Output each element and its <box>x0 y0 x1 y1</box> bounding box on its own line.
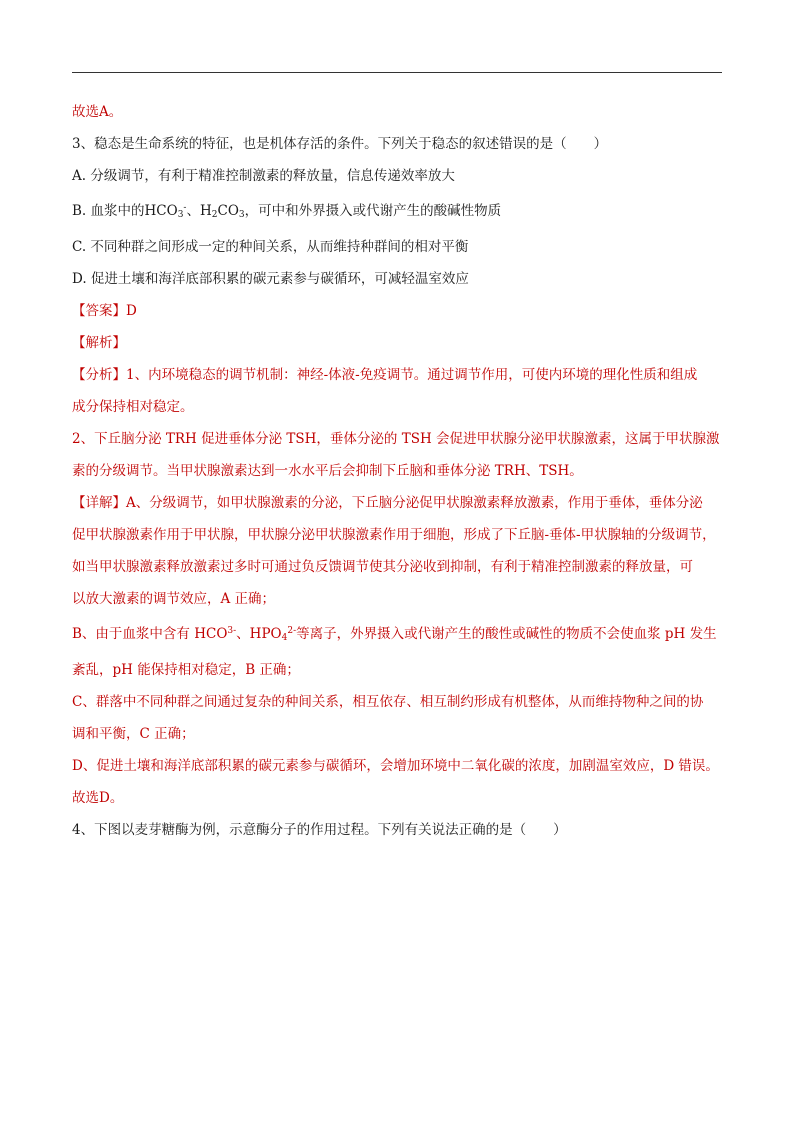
fenxi-line-4: 素的分级调节。当甲状腺激素达到一水水平后会抑制下丘脑和垂体分泌 TRH、TSH。 <box>72 463 583 479</box>
q3-option-d: D. 促进土壤和海洋底部积累的碳元素参与碳循环，可减轻温室效应 <box>72 271 469 287</box>
q3-option-b-text: CO <box>217 203 239 219</box>
xiangjie-a-line-1 <box>72 487 724 519</box>
q3-option-b-sub: 3 <box>177 210 184 220</box>
xiangjie-b-sup: 3- <box>227 626 237 636</box>
fenxi-text: 1、内环境稳态的调节机制：神经-体液-免疫调节。通过调节作用，可使内环境的理化性质和组成 <box>126 367 698 383</box>
q3-option-b-sub: 2 <box>211 210 218 220</box>
header-rule <box>72 72 722 73</box>
xiangjie-b-line-1 <box>72 615 724 654</box>
q4-stem: 4、下图以麦芽糖酶为例，示意酶分子的作用过程。下列有关说法正确的是（ ） <box>72 822 567 838</box>
fenxi-label: 【分析】 <box>72 367 126 383</box>
xiangjie-a-line-2: 促甲状腺激素作用于甲状腺，甲状腺分泌甲状腺激素作用于细胞，形成了下丘脑-垂体-甲状腺轴的分级调节， <box>72 527 716 543</box>
xiangjie-text: A、分级调节，如甲状腺激素的分泌，下丘脑分泌促甲状腺激素释放激素，作用于垂体，垂体分泌 <box>126 495 703 511</box>
xiangjie-b-line-2: 紊乱，pH 能保持相对稳定，B 正确； <box>72 662 300 678</box>
xiangjie-a-line-4: 以放大激素的调节效应，A 正确； <box>72 591 276 607</box>
fenxi-line-1 <box>72 359 724 391</box>
answer-value: D <box>126 303 137 319</box>
xiangjie-conclusion: 故选D。 <box>72 790 124 806</box>
prev-conclusion: 故选A。 <box>72 104 123 120</box>
q3-option-b-sub: 3 <box>238 210 245 220</box>
xiangjie-b-text: 等离子，外界摄入或代谢产生的酸性或碱性的物质不会使血浆 pH 发生 <box>296 626 717 642</box>
q3-option-b-text: B. 血浆中的HCO <box>72 203 178 219</box>
fenxi-line-2: 成分保持相对稳定。 <box>72 399 194 415</box>
q3-option-b-text: ，可中和外界摄入或代谢产生的酸碱性物质 <box>244 203 502 219</box>
q3-option-b-sup: - <box>183 203 187 213</box>
answer-label: 【答案】 <box>72 303 126 319</box>
xiangjie-b-text: B、由于血浆中含有 HCO <box>72 626 228 642</box>
fenxi-line-3: 2、下丘脑分泌 TRH 促进垂体分泌 TSH，垂体分泌的 TSH 会促进甲状腺分泌甲状腺激素，这属于甲状腺激 <box>72 431 720 447</box>
q3-analysis-label: 【解析】 <box>72 335 126 351</box>
q3-option-b <box>72 192 724 231</box>
xiangjie-c-line-1: C、群落中不同种群之间通过复杂的种间关系，相互依存、相互制约形成有机整体，从而维持物种之间的协 <box>72 694 704 710</box>
xiangjie-c-line-2: 调和平衡，C 正确； <box>72 726 195 742</box>
q3-option-a: A. 分级调节，有利于精准控制激素的释放量，信息传递效率放大 <box>72 168 455 184</box>
q3-answer <box>72 295 724 327</box>
q3-option-b-text: 、H <box>186 203 212 219</box>
xiangjie-b-text: 、HPO <box>236 626 282 642</box>
q3-stem: 3、稳态是生命系统的特征，也是机体存活的条件。下列关于稳态的叙述错误的是（ ） <box>72 136 608 152</box>
xiangjie-label: 【详解】 <box>72 495 126 511</box>
q3-option-c: C. 不同种群之间形成一定的种间关系，从而维持种群间的相对平衡 <box>72 239 469 255</box>
xiangjie-a-line-3: 如当甲状腺激素释放激素过多时可通过负反馈调节使其分泌收到抑制，有利于精准控制激素的释放量，可 <box>72 559 693 575</box>
xiangjie-d-line-1: D、促进土壤和海洋底部积累的碳元素参与碳循环，会增加环境中二氧化碳的浓度，加剧温室效应，D 错误。 <box>72 758 719 774</box>
xiangjie-b-sup: 2- <box>287 626 297 636</box>
xiangjie-b-sub: 4 <box>281 633 288 643</box>
page-content <box>72 96 724 846</box>
